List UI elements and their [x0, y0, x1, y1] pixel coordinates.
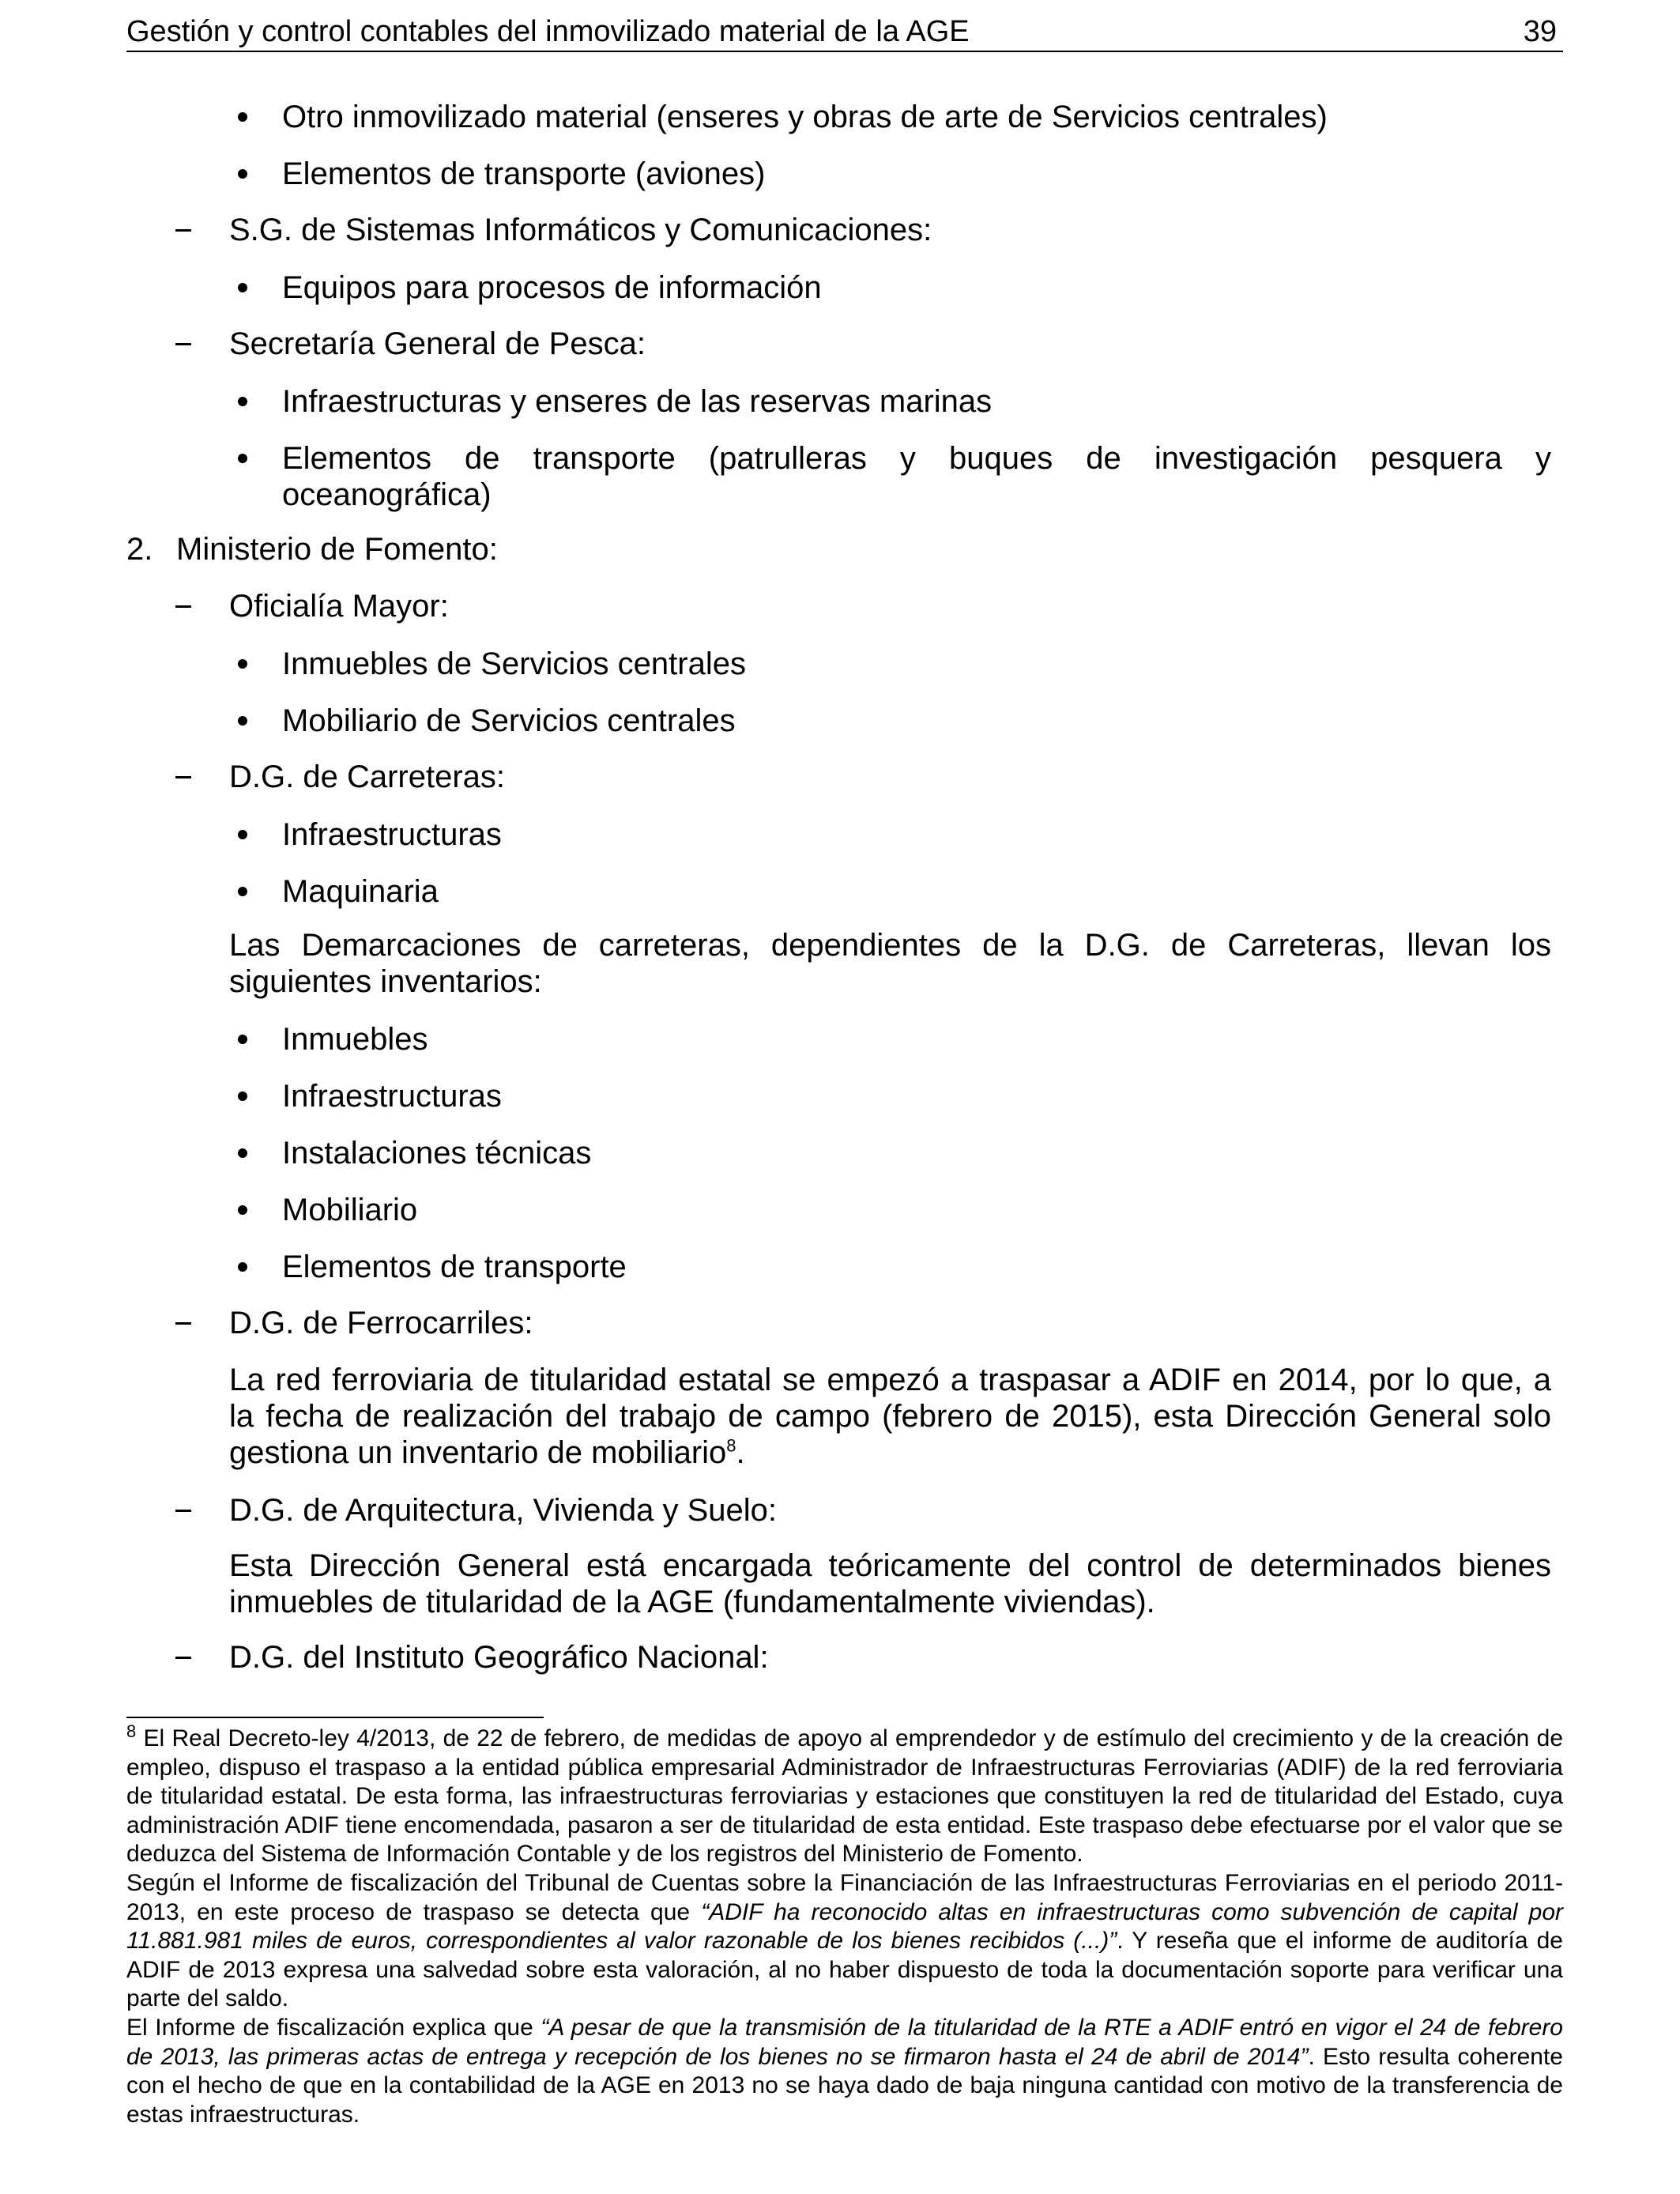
dash-icon	[175, 1322, 191, 1325]
section-heading: D.G. de Ferrocarriles:	[229, 1306, 533, 1340]
paragraph: Esta Dirección General está encargada teóricamente del control de determinados bienes	[229, 1548, 1551, 1583]
list-number: 2.	[126, 532, 153, 567]
bullet-icon	[238, 1205, 247, 1215]
list-item: Instalaciones técnicas	[282, 1136, 592, 1171]
section-heading: S.G. de Sistemas Informáticos y Comunicaciones:	[229, 213, 932, 247]
bullet-icon	[238, 1035, 247, 1044]
list-item: Inmuebles	[282, 1022, 428, 1057]
list-item: Elementos de transporte	[282, 1250, 627, 1284]
page-header	[126, 13, 1563, 52]
bullet-icon	[238, 112, 247, 122]
list-item: Equipos para procesos de información	[282, 270, 822, 305]
footnote-reference: 8	[726, 1435, 736, 1456]
bullet-icon	[238, 454, 247, 463]
footnote-separator	[126, 1717, 544, 1718]
paragraph-end: .	[736, 1435, 745, 1470]
list-item: Infraestructuras	[282, 1079, 502, 1114]
list-item: Infraestructuras y enseres de las reservas marinas	[282, 384, 993, 419]
list-item: Inmuebles de Servicios centrales	[282, 647, 746, 681]
dash-icon	[175, 605, 191, 608]
dash-icon	[175, 229, 191, 232]
bullet-icon	[238, 169, 247, 179]
list-item: Otro inmovilizado material (enseres y obras de arte de Servicios centrales)	[282, 100, 1328, 134]
header-title: Gestión y control contables del inmovilizado material de la AGE	[126, 15, 970, 48]
paragraph: Las Demarcaciones de carreteras, dependientes de la D.G. de Carreteras, llevan los	[229, 928, 1551, 963]
paragraph-continuation	[229, 1434, 745, 1471]
footnote-paragraph	[126, 1721, 1563, 1869]
paragraph: La red ferroviaria de titularidad estatal se empezó a traspasar a ADIF en 2014, por lo que, a	[229, 1363, 1551, 1397]
dash-icon	[175, 1657, 191, 1659]
footnote-text: El Informe de fiscalización explica que	[126, 2014, 541, 2041]
footnote	[126, 1721, 1564, 2129]
footnote-paragraph	[126, 2014, 1563, 2129]
list-item: Infraestructuras	[282, 817, 502, 852]
bullet-icon	[238, 397, 247, 406]
bullet-icon	[238, 830, 247, 839]
bullet-icon	[238, 283, 247, 292]
footnote-text: . Esto resulta coherente con el hecho de que en la contabilidad de la AGE en 2013 no se haya dado de baja ninguna cantidad con motivo de la transferencia de estas infraestructuras.	[126, 2043, 1563, 2128]
list-item-continuation: oceanográfica)	[282, 477, 492, 512]
list-item: Mobiliario	[282, 1193, 418, 1227]
paragraph-continuation: inmuebles de titularidad de la AGE (fundamentalmente viviendas).	[229, 1585, 1155, 1619]
section-heading: Oficialía Mayor:	[229, 589, 449, 624]
footnote-quote: “A pesar de que la transmisión de la titularidad de la RTE a ADIF entró en vigor el 24 de febrero de 2013, las primeras actas de entrega y recepción de los bienes no se firmaron hasta el 24 de abril de 2014”	[126, 2014, 1563, 2070]
footnote-text: El Real Decreto-ley 4/2013, de 22 de febrero, de medidas de apoyo al emprendedor y de estímulo del crecimiento y de la creación de empleo, dispuso el traspaso a la entidad pública empresarial Administrador de Infraestructuras Ferroviarias (ADIF) de la red ferroviaria de titularidad estatal. De esta forma, las infraestructuras ferroviarias y estaciones que constituyen la red de titularidad del Estado, cuya administración ADIF tiene encomendada, pasaron a ser de titularidad de esta entidad. Este traspaso debe efectuarse por el valor que se deduzca del Sistema de Información Contable y de los registros del Ministerio de Fomento.	[126, 1725, 1563, 1868]
section-heading: D.G. de Arquitectura, Vivienda y Suelo:	[229, 1493, 777, 1528]
paragraph-continuation: siguientes inventarios:	[229, 964, 542, 999]
bullet-icon	[238, 1148, 247, 1158]
list-item: Mobiliario de Servicios centrales	[282, 703, 736, 738]
bullet-icon	[238, 1262, 247, 1272]
dash-icon	[175, 343, 191, 345]
list-item: Elementos de transporte (patrulleras y buques de investigación pesquera y	[282, 441, 1551, 476]
section-heading: Ministerio de Fomento:	[176, 532, 498, 567]
list-item: Elementos de transporte (aviones)	[282, 156, 766, 191]
bullet-icon	[238, 1091, 247, 1101]
footnote-marker: 8	[126, 1721, 137, 1741]
dash-icon	[175, 1510, 191, 1512]
footnote-quote: “ADIF ha reconocido altas en infraestructuras como subvención de capital por 11.881.981 miles de euros, correspondientes al valor razonable de los bienes recibidos (...)”	[126, 1898, 1564, 1955]
list-item: Maquinaria	[282, 874, 439, 909]
dash-icon	[175, 776, 191, 778]
page-number: 39	[1523, 15, 1557, 48]
bullet-icon	[238, 887, 247, 896]
paragraph-continuation: la fecha de realización del trabajo de campo (febrero de 2015), esta Dirección General solo	[229, 1399, 1551, 1434]
footnote-paragraph	[126, 1869, 1563, 2014]
footnote-text: Según el Informe de fiscalización del Tribunal de Cuentas sobre la Financiación de las Infraestructuras Ferroviarias en el periodo 2011-2013, en este proceso de traspaso se detecta que	[126, 1869, 1563, 1925]
section-heading: D.G. de Carreteras:	[229, 760, 506, 794]
bullet-icon	[238, 716, 247, 726]
paragraph-text: gestiona un inventario de mobiliario	[229, 1435, 727, 1470]
section-heading: Secretaría General de Pesca:	[229, 326, 646, 361]
footnote-text: . Y reseña que el informe de auditoría de ADIF de 2013 expresa una salvedad sobre esta valoración, al no haber dispuesto de toda la documentación soporte para verificar una parte del saldo.	[126, 1928, 1563, 2012]
section-heading: D.G. del Instituto Geográfico Nacional:	[229, 1640, 769, 1675]
bullet-icon	[238, 659, 247, 669]
